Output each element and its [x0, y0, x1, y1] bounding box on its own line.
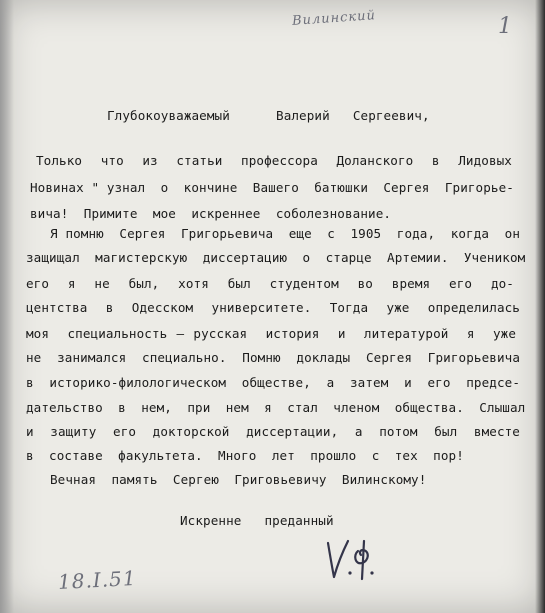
salutation: Глубокоуважаемый Валерий Сергеевич,: [107, 108, 430, 123]
letter-line-11: дательство в нем, при нем я стал членом общества. Слышал: [26, 400, 526, 415]
letter-line-5: защищал магистерскую диссертацию о старце Артемии. Учеником: [26, 250, 526, 265]
pencil-note-top: Вилинский: [291, 8, 377, 29]
letter-line-10: в историко-филологическом обществе, а затем и его предсе-: [26, 375, 520, 390]
letter-line-14: Вечная память Сергею Григовьевичу Вилинскому!: [50, 472, 427, 487]
letter-line-8: моя специальность – русская история и литературой я уже: [26, 326, 516, 341]
handwritten-date: 18.I.51: [57, 565, 138, 595]
letter-line-4: Я помню Сергея Григорьевича еще с 1905 года, когда он: [50, 226, 520, 241]
letter-line-2: Новинах " узнал о кончине Вашего батюшки Сергея Григорье-: [30, 180, 514, 195]
letter-line-13: в составе факультета. Много лет прошло с тех пор!: [26, 448, 464, 463]
scan-edge-left: [0, 0, 14, 613]
letter-line-7: центства в Одесском университете. Тогда уже определилась: [26, 300, 520, 315]
page-number: 1: [498, 14, 512, 39]
closing: Искренне преданный: [180, 513, 334, 528]
letter-line-1: Только что из статьи профессора Доланского в Лидовых: [36, 153, 512, 168]
signature-drawing: [320, 533, 380, 583]
letter-line-12: и защиту его докторской диссертации, а потом был вместе: [26, 424, 520, 439]
letter-line-9: не занимался специально. Помню доклады Сергея Григорьевича: [26, 350, 520, 365]
handwritten-initials-signature: [320, 533, 380, 583]
letter-line-6: его я не был, хотя был студентом во время его до-: [26, 276, 514, 291]
letter-line-3: вича! Примите мое искреннее соболезнование.: [30, 206, 392, 221]
scan-edge-right: [535, 0, 545, 613]
